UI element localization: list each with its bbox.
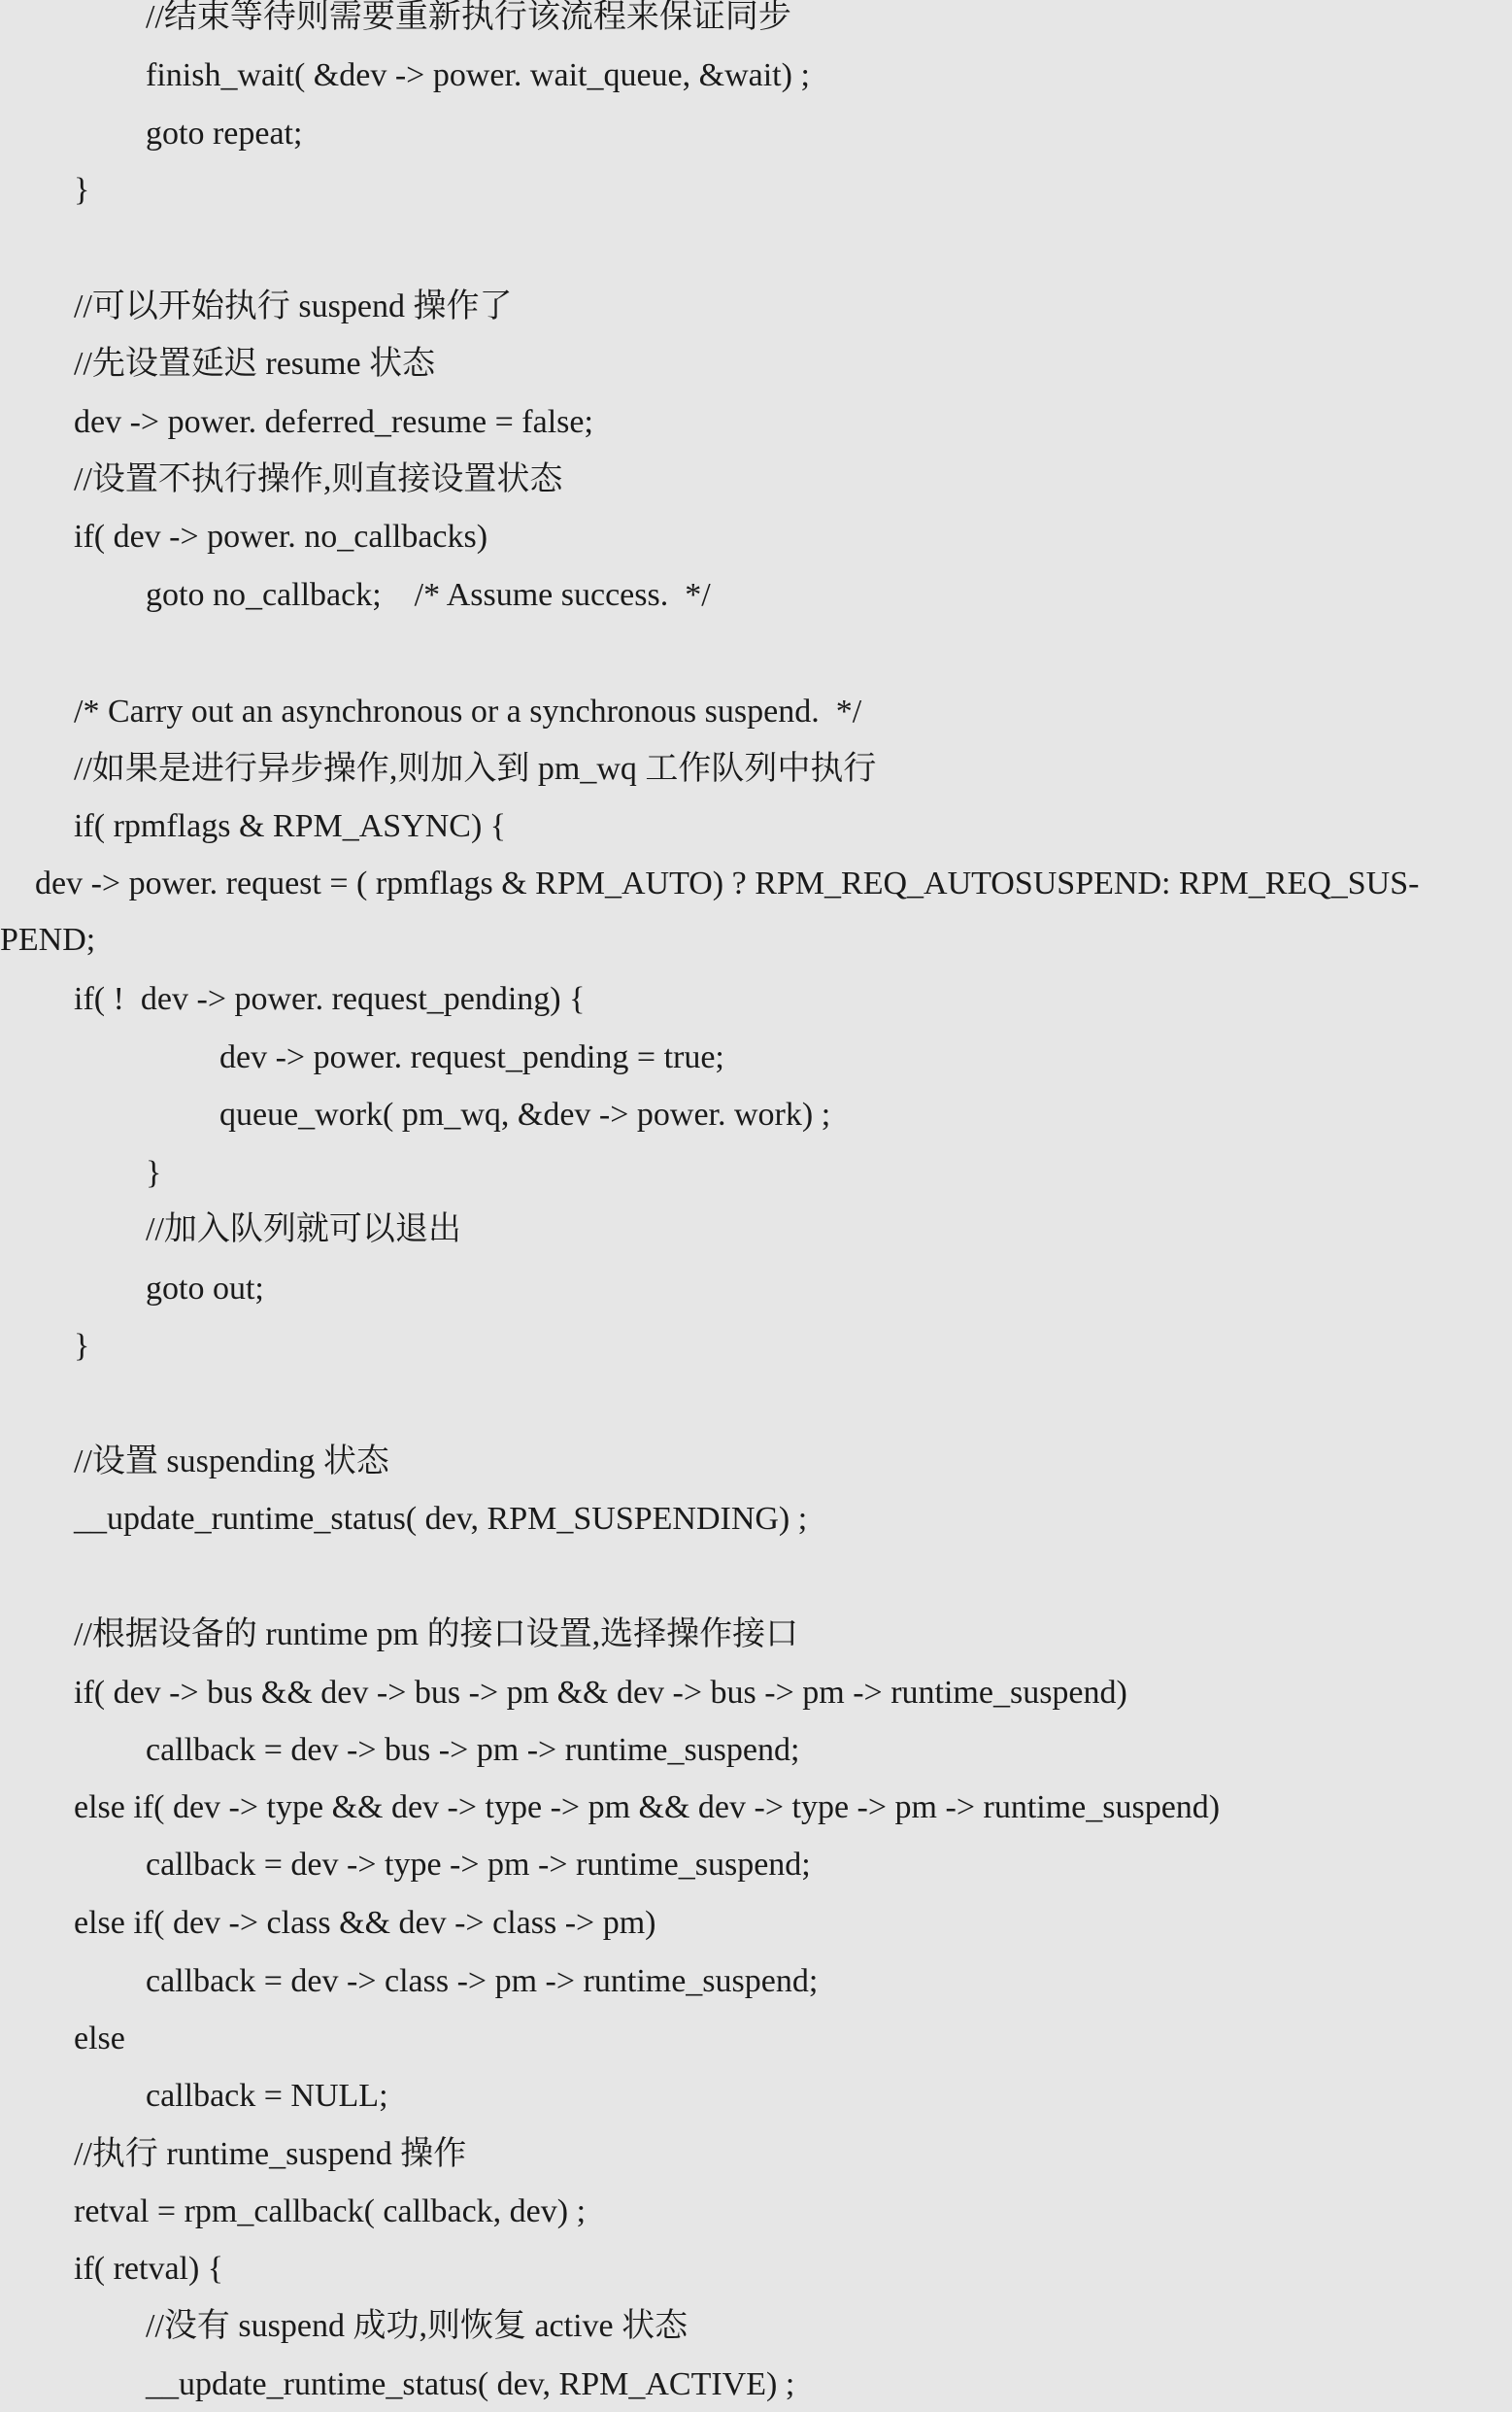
- code-line: //执行 runtime_suspend 操作: [74, 2136, 467, 2172]
- code-line: callback = dev -> bus -> pm -> runtime_suspend;: [146, 1732, 800, 1768]
- code-line: finish_wait( &dev -> power. wait_queue, &wait) ;: [146, 57, 810, 93]
- code-line: //结束等待则需要重新执行该流程来保证同步: [146, 0, 791, 35]
- code-line: //设置 suspending 状态: [74, 1444, 389, 1479]
- code-line: if( dev -> power. no_callbacks): [74, 519, 488, 555]
- code-line: retval = rpm_callback( callback, dev) ;: [74, 2193, 587, 2229]
- code-line: }: [74, 1328, 90, 1364]
- code-line: __update_runtime_status( dev, RPM_ACTIVE) ;: [146, 2366, 795, 2402]
- code-line: dev -> power. deferred_resume = false;: [74, 404, 593, 440]
- code-line: goto out;: [146, 1271, 264, 1307]
- code-line: dev -> power. request_pending = true;: [219, 1039, 724, 1075]
- code-line: callback = dev -> type -> pm -> runtime_suspend;: [146, 1847, 811, 1883]
- code-line: //设置不执行操作,则直接设置状态: [74, 461, 563, 497]
- code-line: //没有 suspend 成功,则恢复 active 状态: [146, 2308, 689, 2344]
- code-line: goto repeat;: [146, 116, 303, 152]
- code-line: else if( dev -> type && dev -> type -> pm && dev -> type -> pm -> runtime_suspend): [74, 1789, 1221, 1825]
- code-line: callback = NULL;: [146, 2078, 388, 2114]
- code-line: __update_runtime_status( dev, RPM_SUSPENDING) ;: [74, 1501, 808, 1537]
- code-line: dev -> power. request = ( rpmflags & RPM_AUTO) ? RPM_REQ_AUTOSUSPEND: RPM_REQ_SUS-: [35, 866, 1420, 901]
- code-line: //如果是进行异步操作,则加入到 pm_wq 工作队列中执行: [74, 751, 877, 787]
- code-line: if( dev -> bus && dev -> bus -> pm && dev -> bus -> pm -> runtime_suspend): [74, 1675, 1127, 1711]
- code-line: }: [146, 1155, 162, 1191]
- code-line: //可以开始执行 suspend 操作了: [74, 289, 513, 324]
- code-line: /* Carry out an asynchronous or a synchronous suspend. */: [74, 694, 862, 730]
- code-line: //加入队列就可以退出: [146, 1211, 461, 1247]
- code-line: PEND;: [0, 922, 96, 958]
- code-line: if( rpmflags & RPM_ASYNC) {: [74, 808, 507, 844]
- code-line: goto no_callback; /* Assume success. */: [146, 577, 711, 613]
- code-line: queue_work( pm_wq, &dev -> power. work) ;: [219, 1097, 831, 1133]
- code-line: }: [74, 172, 90, 208]
- code-line: else: [74, 2021, 125, 2056]
- code-line: //根据设备的 runtime pm 的接口设置,选择操作接口: [74, 1616, 799, 1652]
- code-line: if( retval) {: [74, 2251, 224, 2287]
- code-line: callback = dev -> class -> pm -> runtime_suspend;: [146, 1963, 819, 1999]
- code-line: if( ! dev -> power. request_pending) {: [74, 981, 586, 1017]
- code-line: //先设置延迟 resume 状态: [74, 346, 436, 382]
- code-line: else if( dev -> class && dev -> class -> pm): [74, 1905, 656, 1941]
